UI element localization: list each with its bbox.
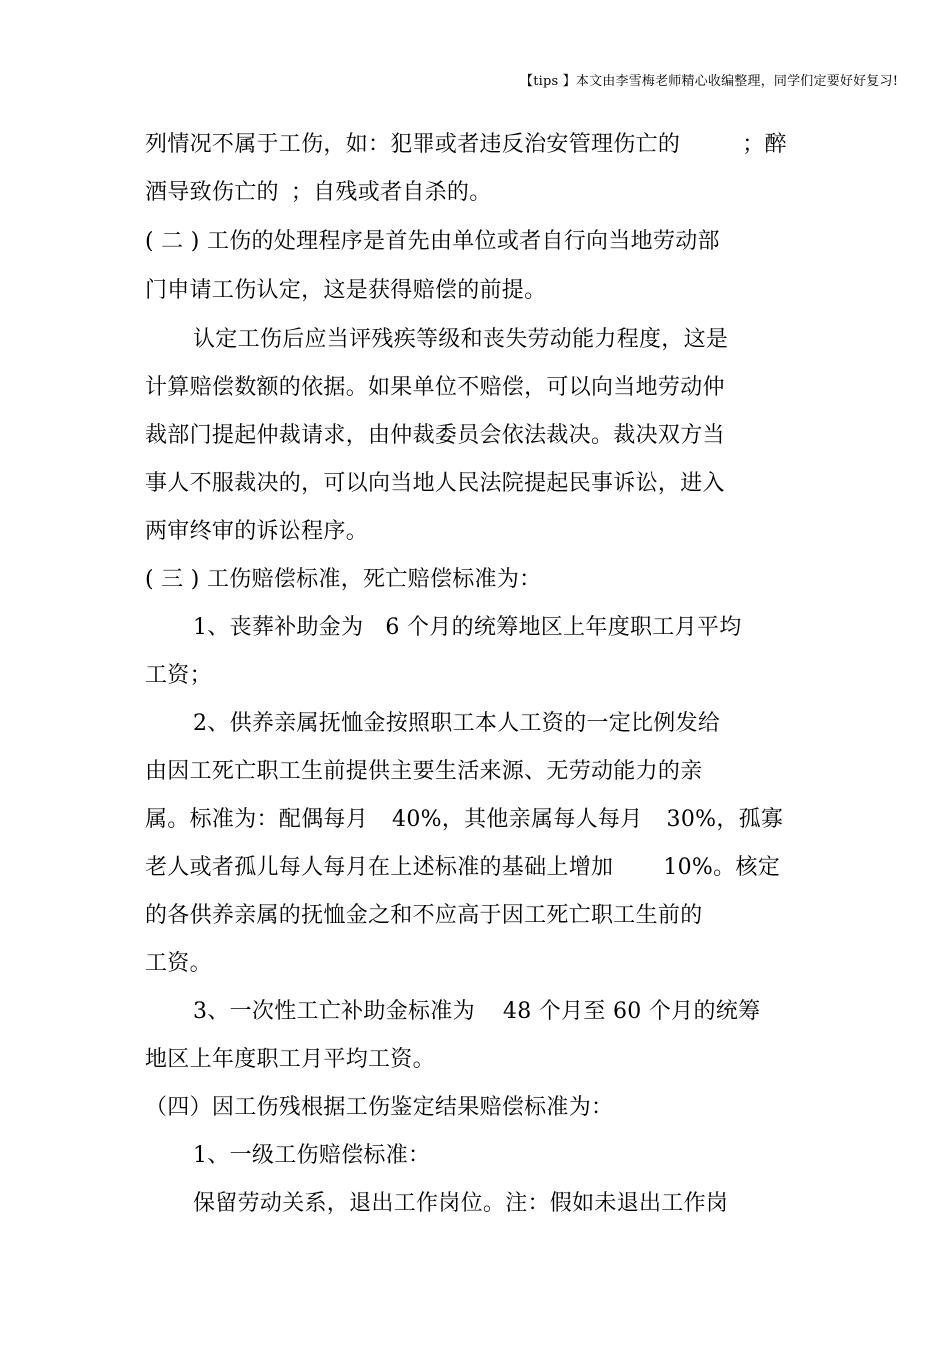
text-line: 门申请工伤认定，这是获得赔偿的前提。 (145, 278, 547, 303)
text-line: 由因工死亡职工生前提供主要生活来源、无劳动能力的亲 (145, 759, 703, 784)
text-line: 的各供养亲属的抚恤金之和不应高于因工死亡职工生前的 (145, 903, 703, 928)
text-line: 工资。 (145, 951, 212, 976)
text-line: 两审终审的诉讼程序。 (145, 519, 369, 544)
text-line: 酒导致伤亡的 ；自残或者自杀的。 (145, 180, 492, 205)
text-line: 保留劳动关系，退出工作岗位。注：假如未退出工作岗 (193, 1191, 729, 1216)
text-line: 认定工伤后应当评残疾等级和丧失劳动能力程度，这是 (193, 327, 729, 352)
text-line: ( 三 ) 工伤赔偿标准，死亡赔偿标准为： (145, 567, 542, 592)
text-line: 列情况不属于工伤，如：犯罪或者违反治安管理伤亡的 ；醉 (145, 132, 787, 157)
header-tips: 【tips 】本文由李雪梅老师精心收编整理，同学们定要好好复习! (520, 74, 899, 89)
text-line: （四）因工伤残根据工伤鉴定结果赔偿标准为： (145, 1095, 614, 1120)
text-line: 地区上年度职工月平均工资。 (145, 1047, 435, 1072)
text-line: ( 二 ) 工伤的处理程序是首先由单位或者自行向当地劳动部 (145, 229, 720, 254)
text-line: 1、一级工伤赔偿标准： (193, 1143, 431, 1168)
text-line: 裁部门提起仲裁请求，由仲裁委员会依法裁决。裁决双方当 (145, 423, 725, 448)
text-line: 属。标准为：配偶每月 40%，其他亲属每人每月 30%，孤寡 (145, 807, 784, 832)
text-line: 事人不服裁决的，可以向当地人民法院提起民事诉讼，进入 (145, 471, 725, 496)
text-line: 工资； (145, 663, 212, 688)
text-line: 1、丧葬补助金为 6 个月的统筹地区上年度职工月平均 (193, 615, 742, 640)
text-line: 3、一次性工亡补助金标准为 48 个月至 60 个月的统筹 (193, 999, 761, 1024)
text-line: 计算赔偿数额的依据。如果单位不赔偿，可以向当地劳动仲 (145, 375, 725, 400)
text-line: 老人或者孤儿每人每月在上述标准的基础上增加 10%。核定 (145, 855, 781, 880)
text-line: 2、供养亲属抚恤金按照职工本人工资的一定比例发给 (193, 711, 721, 736)
